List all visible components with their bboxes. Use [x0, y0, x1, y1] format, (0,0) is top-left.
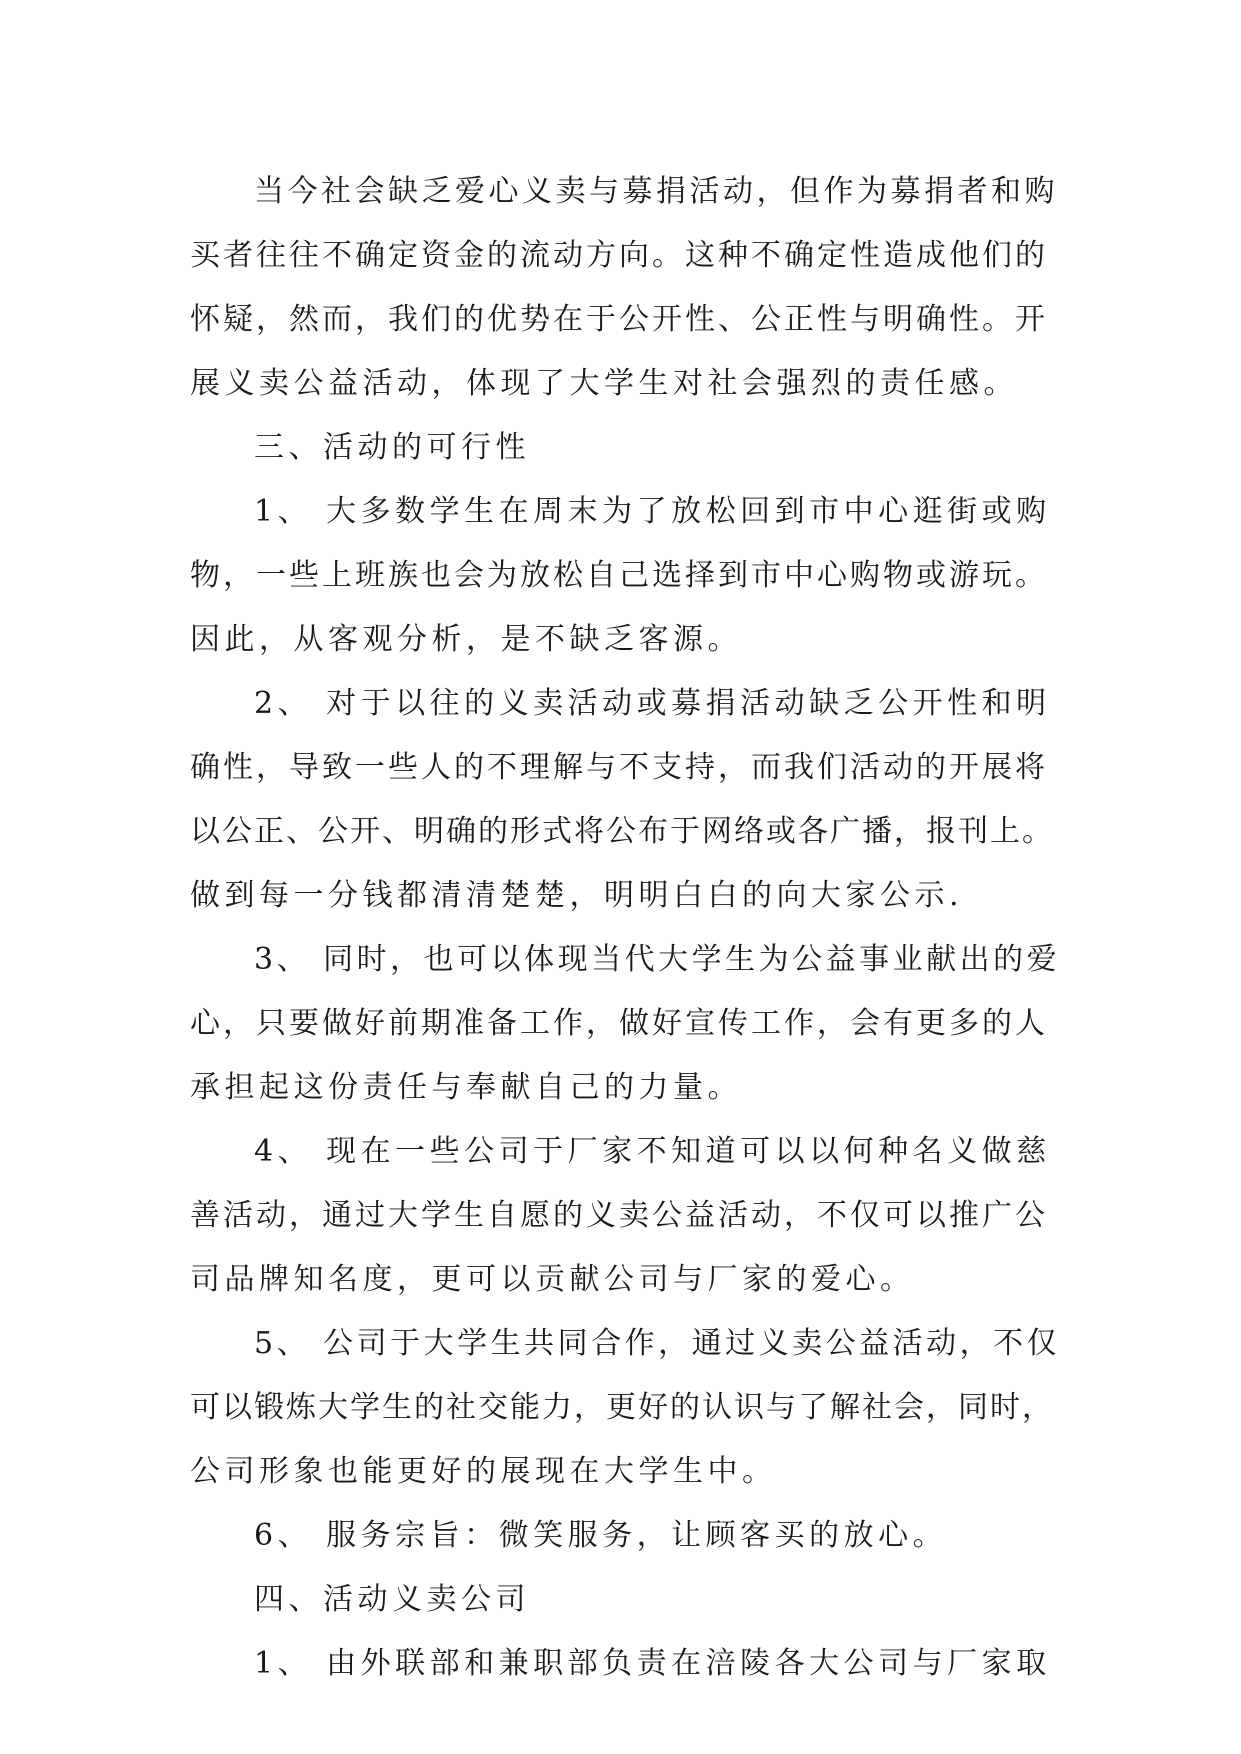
- section-heading: 四、活动义卖公司: [254, 1582, 530, 1617]
- paragraph-line: 心，只要做好前期准备工作，做好宣传工作，会有更多的人: [190, 1006, 1048, 1041]
- paragraph-line: 公司形象也能更好的展现在大学生中。: [190, 1454, 777, 1489]
- paragraph-line: 承担起这份责任与奉献自己的力量。: [190, 1070, 742, 1105]
- paragraph-line: 可以锻炼大学生的社交能力，更好的认识与了解社会，同时，: [190, 1390, 1054, 1425]
- paragraph-line: 司品牌知名度，更可以贡献公司与厂家的爱心。: [190, 1262, 915, 1297]
- list-item-line: 5、 公司于大学生共同合作，通过义卖公益活动，不仅: [254, 1326, 1061, 1361]
- paragraph-line: 当今社会缺乏爱心义卖与募捐活动，但作为募捐者和购: [254, 174, 1058, 209]
- list-item-line: 6、 服务宗旨：微笑服务，让顾客买的放心。: [254, 1518, 948, 1553]
- list-item-line: 1、 由外联部和兼职部负责在涪陵各大公司与厂家取: [254, 1646, 1051, 1681]
- list-item-line: 4、 现在一些公司于厂家不知道可以以何种名义做慈: [254, 1134, 1051, 1169]
- paragraph-line: 以公正、公开、明确的形式将公布于网络或各广播，报刊上。: [190, 814, 1054, 849]
- paragraph-line: 做到每一分钱都清清楚楚，明明白白的向大家公示.: [190, 878, 964, 913]
- paragraph-line: 物，一些上班族也会为放松自己选择到市中心购物或游玩。: [190, 558, 1048, 593]
- paragraph-line: 怀疑，然而，我们的优势在于公开性、公正性与明确性。开: [190, 302, 1048, 337]
- list-item-line: 1、 大多数学生在周末为了放松回到市中心逛街或购: [254, 494, 1051, 529]
- paragraph-line: 确性，导致一些人的不理解与不支持，而我们活动的开展将: [190, 750, 1048, 785]
- section-heading: 三、活动的可行性: [254, 430, 530, 465]
- paragraph-line: 因此，从客观分析，是不缺乏客源。: [190, 622, 742, 657]
- list-item-line: 3、 同时，也可以体现当代大学生为公益事业献出的爱: [254, 942, 1061, 977]
- list-item-line: 2、 对于以往的义卖活动或募捐活动缺乏公开性和明: [254, 686, 1051, 721]
- paragraph-line: 善活动，通过大学生自愿的义卖公益活动，不仅可以推广公: [190, 1198, 1048, 1233]
- paragraph-line: 买者往往不确定资金的流动方向。这种不确定性造成他们的: [190, 238, 1048, 273]
- document-body: [190, 160, 1060, 1696]
- paragraph-line: 展义卖公益活动，体现了大学生对社会强烈的责任感。: [190, 366, 1018, 401]
